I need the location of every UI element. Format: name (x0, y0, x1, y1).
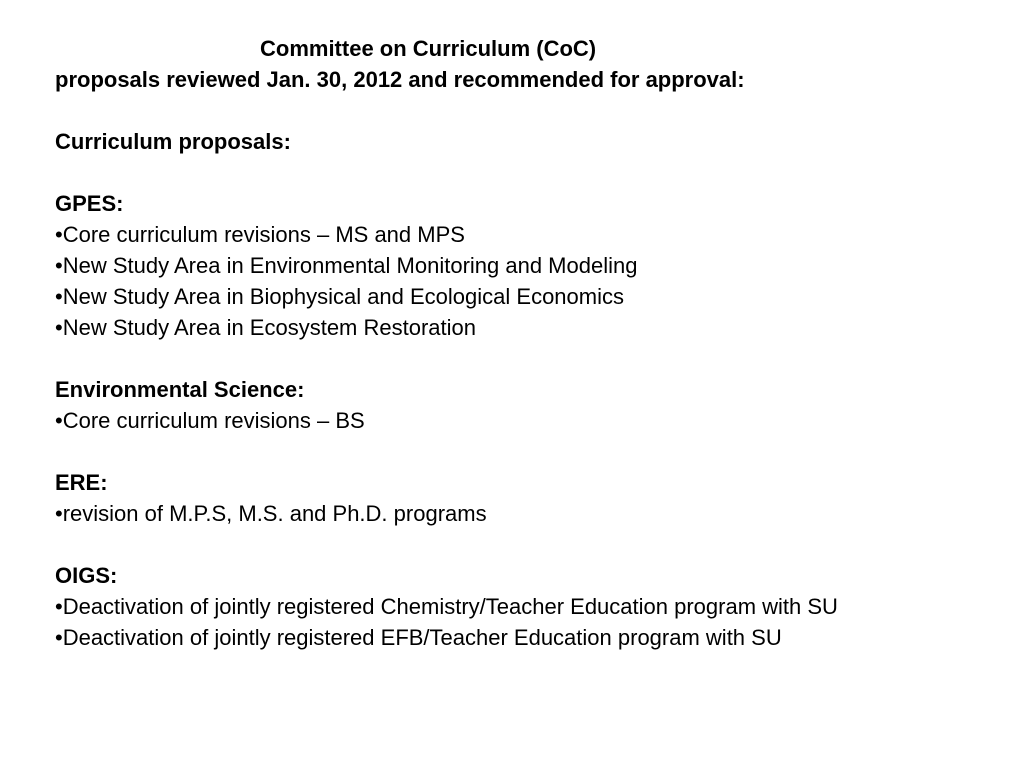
group-heading-environmental-science: Environmental Science: (55, 377, 305, 402)
list-item: •Core curriculum revisions – MS and MPS (55, 222, 465, 247)
group-heading-gpes: GPES: (55, 191, 124, 216)
spacer (55, 343, 1015, 374)
list-item: •New Study Area in Environmental Monitoring and Modeling (55, 253, 638, 278)
spacer (55, 436, 1015, 467)
list-item: •Deactivation of jointly registered EFB/Teacher Education program with SU (55, 625, 782, 650)
page-title: Committee on Curriculum (CoC) (260, 36, 597, 61)
spacer (55, 157, 1015, 188)
list-item: •revision of M.P.S, M.S. and Ph.D. programs (55, 501, 487, 526)
list-item: •New Study Area in Ecosystem Restoration (55, 315, 476, 340)
list-item: •Core curriculum revisions – BS (55, 408, 365, 433)
group-heading-ere: ERE: (55, 470, 108, 495)
spacer (55, 529, 1015, 560)
page-subtitle: proposals reviewed Jan. 30, 2012 and recommended for approval: (55, 67, 745, 92)
slide-content (55, 33, 1015, 653)
spacer (55, 95, 1015, 126)
list-item: •New Study Area in Biophysical and Ecological Economics (55, 284, 624, 309)
section-heading: Curriculum proposals: (55, 129, 291, 154)
group-heading-oigs: OIGS: (55, 563, 118, 588)
list-item: •Deactivation of jointly registered Chemistry/Teacher Education program with SU (55, 594, 838, 619)
